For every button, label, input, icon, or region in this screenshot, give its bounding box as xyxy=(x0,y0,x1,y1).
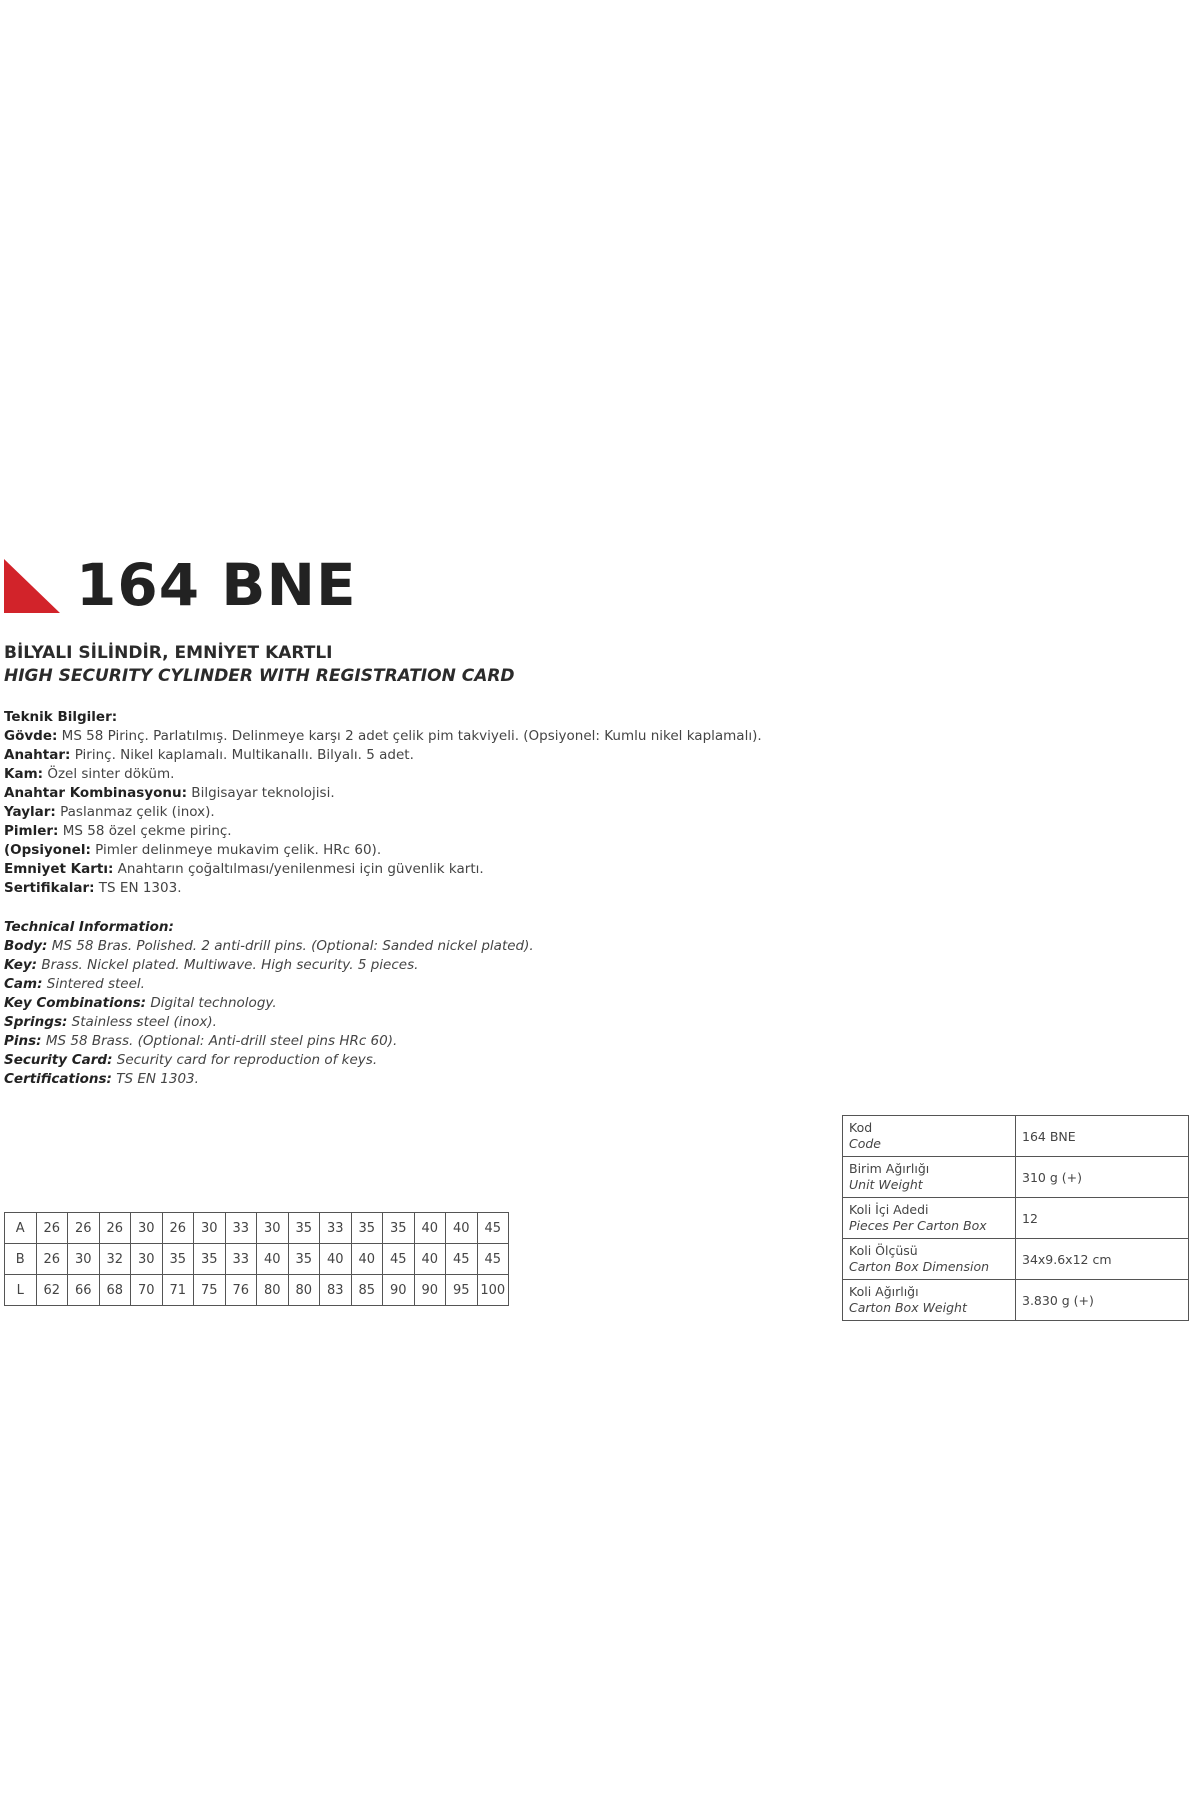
spec-line: Sertifikalar: TS EN 1303. xyxy=(4,880,182,896)
specs-tr-heading: Teknik Bilgiler: xyxy=(4,709,118,725)
spec-line: Key: Brass. Nickel plated. Multiwave. High security. 5 pieces. xyxy=(4,957,419,973)
product-info-table xyxy=(842,1115,1189,1321)
info-label-tr: Kod xyxy=(849,1120,873,1135)
spec-line: Emniyet Kartı: Anahtarın çoğaltılması/yenilenmesi için güvenlik kartı. xyxy=(4,861,484,877)
dimension-value-cell: 85 xyxy=(351,1275,383,1306)
dimension-value-cell: 45 xyxy=(446,1244,478,1275)
dimension-value-cell: 95 xyxy=(446,1275,478,1306)
dimension-label-cell: B xyxy=(5,1244,37,1275)
dimension-value-cell: 45 xyxy=(477,1213,509,1244)
dimension-value-cell: 62 xyxy=(36,1275,68,1306)
info-label-tr: Koli Ağırlığı xyxy=(849,1284,919,1299)
dimension-value-cell: 76 xyxy=(225,1275,257,1306)
info-label-tr: Koli İçi Adedi xyxy=(849,1202,929,1217)
info-label-tr: Koli Ölçüsü xyxy=(849,1243,918,1258)
dimension-value-cell: 33 xyxy=(225,1213,257,1244)
info-label-en: Carton Box Weight xyxy=(849,1300,967,1315)
dimension-value-cell: 26 xyxy=(68,1213,100,1244)
red-triangle-icon xyxy=(4,559,60,613)
info-value: 310 g (+) xyxy=(1016,1157,1189,1198)
product-header xyxy=(4,551,604,619)
spec-line: Body: MS 58 Bras. Polished. 2 anti-drill pins. (Optional: Sanded nickel plated). xyxy=(4,938,534,954)
dimension-value-cell: 33 xyxy=(320,1213,352,1244)
dimensions-row xyxy=(5,1244,509,1275)
dimensions-row xyxy=(5,1275,509,1306)
dimension-value-cell: 30 xyxy=(131,1244,163,1275)
info-value: 164 BNE xyxy=(1016,1116,1189,1157)
dimension-value-cell: 40 xyxy=(446,1213,478,1244)
dimension-value-cell: 35 xyxy=(288,1244,320,1275)
spec-line: Key Combinations: Digital technology. xyxy=(4,995,277,1011)
info-row-unit-weight xyxy=(843,1157,1189,1198)
spec-line: Certifications: TS EN 1303. xyxy=(4,1071,199,1087)
dimension-value-cell: 26 xyxy=(36,1244,68,1275)
spec-line: Gövde: MS 58 Pirinç. Parlatılmış. Delinmeye karşı 2 adet çelik pim takviyeli. (Opsiyonel: Kumlu nikel kaplamalı). xyxy=(4,728,762,744)
dimension-value-cell: 30 xyxy=(194,1213,226,1244)
dimension-value-cell: 83 xyxy=(320,1275,352,1306)
dimension-value-cell: 71 xyxy=(162,1275,194,1306)
spec-line: Security Card: Security card for reproduction of keys. xyxy=(4,1052,378,1068)
dimension-value-cell: 40 xyxy=(257,1244,289,1275)
info-label-en: Unit Weight xyxy=(849,1177,923,1192)
dimension-value-cell: 35 xyxy=(351,1213,383,1244)
dimension-value-cell: 68 xyxy=(99,1275,131,1306)
dimension-value-cell: 45 xyxy=(383,1244,415,1275)
dimension-value-cell: 100 xyxy=(477,1275,509,1306)
dimension-value-cell: 30 xyxy=(257,1213,289,1244)
info-row-carton-weight xyxy=(843,1280,1189,1321)
dimension-value-cell: 35 xyxy=(383,1213,415,1244)
dimension-label-cell: L xyxy=(5,1275,37,1306)
info-row-code xyxy=(843,1116,1189,1157)
dimension-value-cell: 40 xyxy=(414,1244,446,1275)
dimension-value-cell: 35 xyxy=(162,1244,194,1275)
technical-info-turkish xyxy=(4,708,904,898)
info-label-en: Pieces Per Carton Box xyxy=(849,1218,987,1233)
dimension-value-cell: 40 xyxy=(320,1244,352,1275)
specs-en-heading: Technical Information: xyxy=(4,919,174,935)
dimension-value-cell: 30 xyxy=(68,1244,100,1275)
info-label-en: Carton Box Dimension xyxy=(849,1259,990,1274)
spec-line: Anahtar Kombinasyonu: Bilgisayar teknolojisi. xyxy=(4,785,335,801)
spec-line: Cam: Sintered steel. xyxy=(4,976,145,992)
spec-line: Kam: Özel sinter döküm. xyxy=(4,766,175,782)
dimension-value-cell: 30 xyxy=(131,1213,163,1244)
product-code-title: 164 BNE xyxy=(76,551,357,619)
dimension-value-cell: 80 xyxy=(288,1275,320,1306)
spec-line: Pimler: MS 58 özel çekme pirinç. xyxy=(4,823,232,839)
info-value: 34x9.6x12 cm xyxy=(1016,1239,1189,1280)
info-label-tr: Birim Ağırlığı xyxy=(849,1161,930,1176)
spec-line: Springs: Stainless steel (inox). xyxy=(4,1014,217,1030)
dimension-value-cell: 66 xyxy=(68,1275,100,1306)
dimension-value-cell: 35 xyxy=(288,1213,320,1244)
dimensions-row xyxy=(5,1213,509,1244)
dimension-label-cell: A xyxy=(5,1213,37,1244)
dimension-value-cell: 70 xyxy=(131,1275,163,1306)
dimension-value-cell: 35 xyxy=(194,1244,226,1275)
subtitle-turkish: BİLYALI SİLİNDİR, EMNİYET KARTLI xyxy=(4,643,333,663)
dimension-value-cell: 80 xyxy=(257,1275,289,1306)
info-value: 12 xyxy=(1016,1198,1189,1239)
spec-line: Pins: MS 58 Brass. (Optional: Anti-drill steel pins HRc 60). xyxy=(4,1033,398,1049)
dimensions-table xyxy=(4,1212,509,1306)
dimension-value-cell: 26 xyxy=(162,1213,194,1244)
dimension-value-cell: 32 xyxy=(99,1244,131,1275)
dimension-value-cell: 26 xyxy=(36,1213,68,1244)
info-label-en: Code xyxy=(849,1136,882,1151)
info-value: 3.830 g (+) xyxy=(1016,1280,1189,1321)
spec-line: Yaylar: Paslanmaz çelik (inox). xyxy=(4,804,215,820)
dimension-value-cell: 90 xyxy=(414,1275,446,1306)
dimension-value-cell: 90 xyxy=(383,1275,415,1306)
dimension-value-cell: 26 xyxy=(99,1213,131,1244)
spec-line: (Opsiyonel: Pimler delinmeye mukavim çelik. HRc 60). xyxy=(4,842,382,858)
dimension-value-cell: 40 xyxy=(414,1213,446,1244)
info-row-carton-dimension xyxy=(843,1239,1189,1280)
dimension-value-cell: 75 xyxy=(194,1275,226,1306)
info-row-pieces xyxy=(843,1198,1189,1239)
subtitle-english: HIGH SECURITY CYLINDER WITH REGISTRATION CARD xyxy=(4,666,515,686)
dimension-value-cell: 40 xyxy=(351,1244,383,1275)
dimension-value-cell: 45 xyxy=(477,1244,509,1275)
technical-info-english xyxy=(4,918,904,1089)
dimension-value-cell: 33 xyxy=(225,1244,257,1275)
spec-line: Anahtar: Pirinç. Nikel kaplamalı. Multikanallı. Bilyalı. 5 adet. xyxy=(4,747,414,763)
